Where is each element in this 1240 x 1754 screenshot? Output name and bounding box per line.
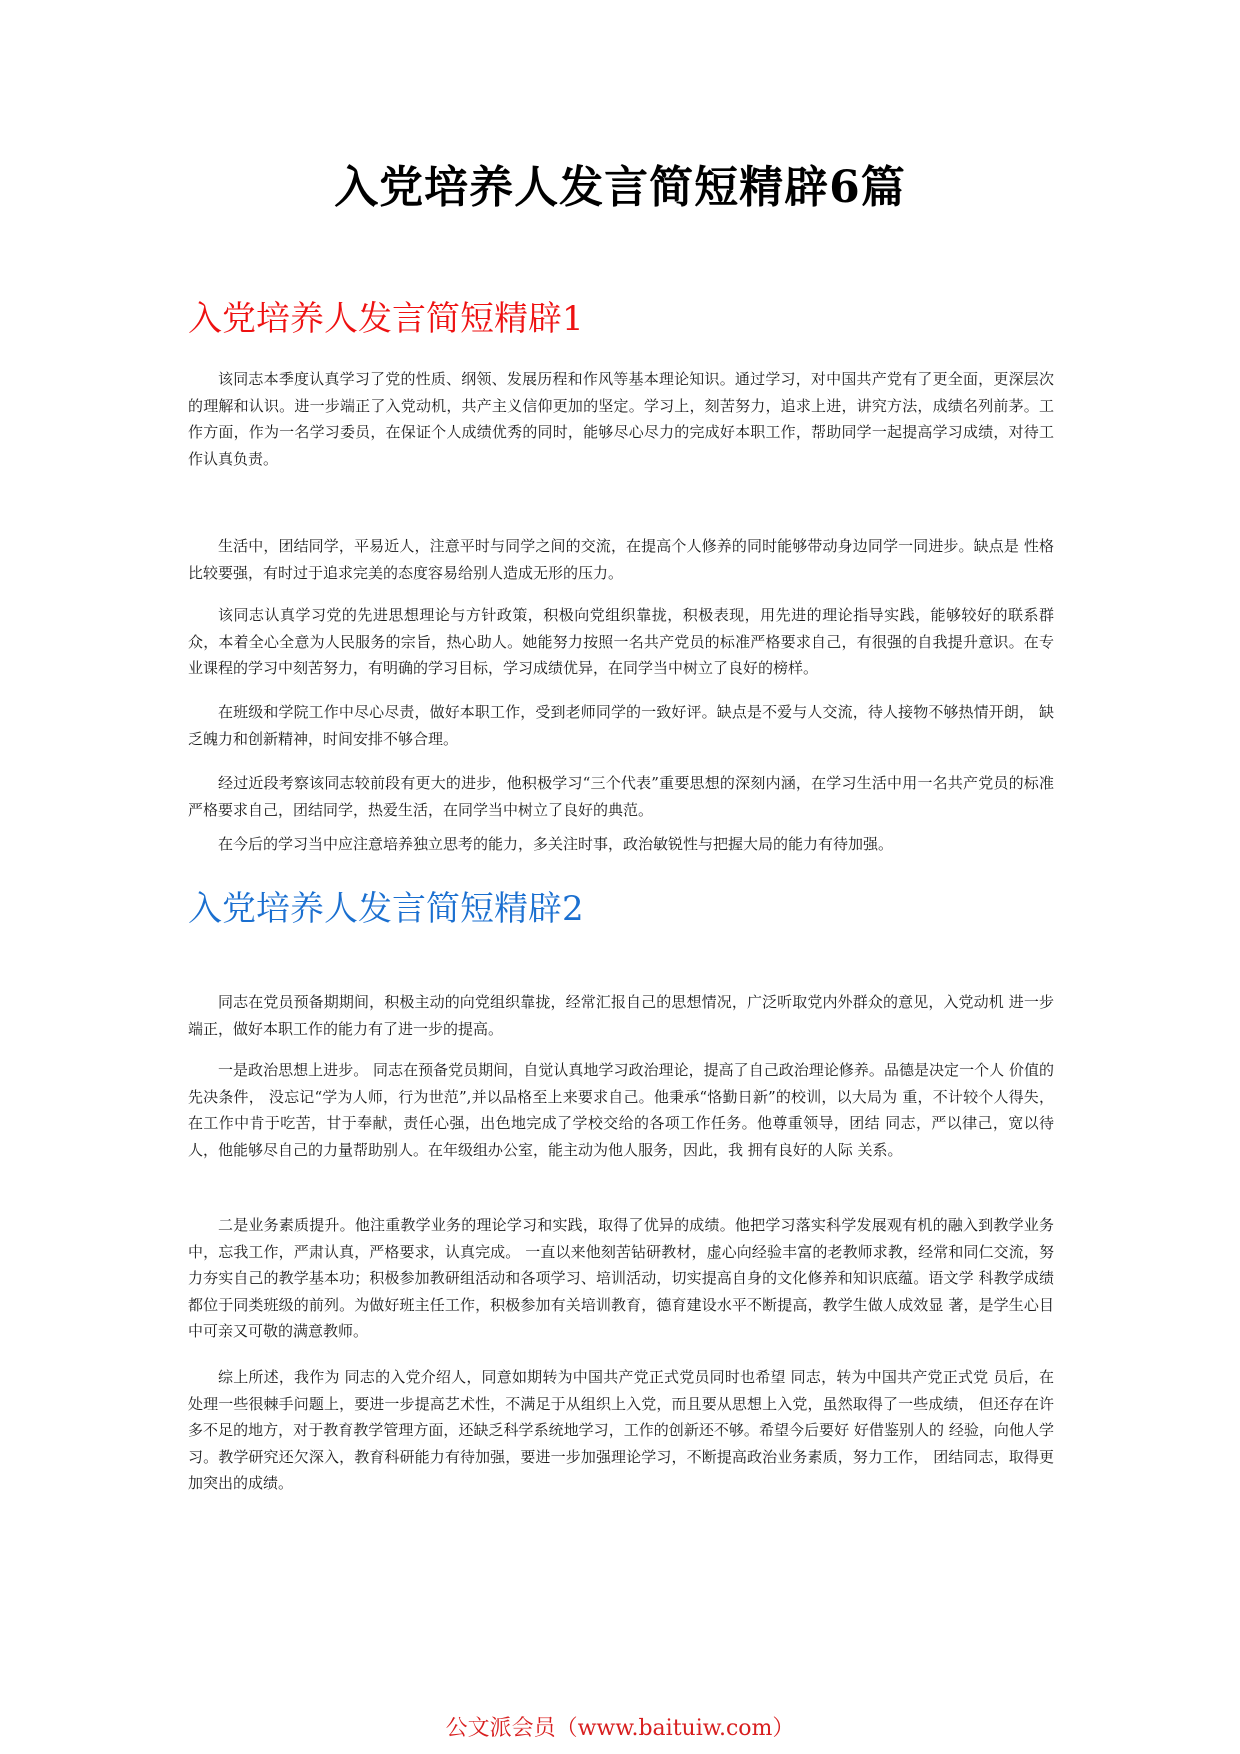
paragraph: 该同志本季度认真学习了党的性质、纲领、发展历程和作风等基本理论知识。通过学习，对中国共产党有了更全面，更深层次的理解和认识。进一步端正了入党动机，共产主义信仰更加的坚定。学习上，刻苦努力，追求上进，讲究方法，成绩名列前茅。工作方面，作为一名学习委员，在保证个人成绩优秀的同时，能够尽心尽力的完成好本职工作，帮助同学一起提高学习成绩，对待工作认真负责。 — [188, 370, 1054, 468]
paragraph: 二是业务素质提升。他注重教学业务的理论学习和实践，取得了优异的成绩。他把学习落实科学发展观有机的融入到教学业务中，忘我工作，严肃认真，严格要求，认真完成。 一直以来他刻苦钻研教材，虚心向经验丰富的老教师求教，经常和同仁交流，努力夯实自己的教学基本功；积极参加教研组活动和各项学习、培训活动，切实提高自身的文化修养和知识底蕴。语文学 科教学成绩都位于同类班级的前列。为做好班主任工作，积极参加有关培训教育，德育建设水平不断提高，教学生做人成效显 著，是学生心目中可亲又可敬的满意教师。 — [188, 1216, 1054, 1340]
document-title: 入党培养人发言简短精辟6篇 — [334, 162, 906, 213]
section-heading-1: 入党培养人发言简短精辟1 — [188, 299, 584, 339]
section-heading-2: 入党培养人发言简短精辟2 — [188, 889, 584, 929]
paragraph: 生活中，团结同学，平易近人，注意平时与同学之间的交流，在提高个人修养的同时能够带动身边同学一同进步。缺点是 性格比较要强，有时过于追求完美的态度容易给别人造成无形的压力。 — [188, 537, 1054, 582]
paragraph: 该同志认真学习党的先进思想理论与方针政策，积极向党组织靠拢，积极表现，用先进的理论指导实践，能够较好的联系群众，本着全心全意为人民服务的宗旨，热心助人。她能努力按照一名共产党员的标准严格要求自己，有很强的自我提升意识。在专业课程的学习中刻苦努力，有明确的学习目标，学习成绩优异，在同学当中树立了良好的榜样。 — [188, 606, 1054, 677]
paragraph: 在班级和学院工作中尽心尽责，做好本职工作，受到老师同学的一致好评。缺点是不爱与人交流，待人接物不够热情开朗， 缺乏魄力和创新精神，时间安排不够合理。 — [188, 703, 1054, 748]
paragraph: 同志在党员预备期期间，积极主动的向党组织靠拢，经常汇报自己的思想情况，广泛听取党内外群众的意见，入党动机 进一步端正，做好本职工作的能力有了进一步的提高。 — [188, 993, 1054, 1038]
paragraph: 经过近段考察该同志较前段有更大的进步，他积极学习“三个代表”重要思想的深刻内涵，在学习生活中用一名共产党员的标准严格要求自己，团结同学，热爱生活，在同学当中树立了良好的典范。 — [188, 774, 1054, 819]
footer-watermark: 公文派会员（www.baituiw.com） — [445, 1716, 795, 1741]
paragraph: 在今后的学习当中应注意培养独立思考的能力，多关注时事，政治敏锐性与把握大局的能力有待加强。 — [218, 835, 894, 853]
paragraph: 综上所述，我作为 同志的入党介绍人，同意如期转为中国共产党正式党员同时也希望 同志，转为中国共产党正式党 员后，在处理一些很棘手问题上，要进一步提高艺术性，不满足于从组织上入党，而且要从思想上入党，虽然取得了一些成绩， 但还存在许多不足的地方，对于教育教学管理方面，还缺乏科学系统地学习，工作的创新还不够。希望今后要好 好借鉴别人的 经验，向他人学习。教学研究还欠深入，教育科研能力有待加强，要进一步加强理论学习，不断提高政治业务素质，努力工作， 团结同志，取得更加突出的成绩。 — [188, 1368, 1054, 1492]
paragraph: 一是政治思想上进步。 同志在预备党员期间，自觉认真地学习政治理论，提高了自己政治理论修养。品德是决定一个人 价值的先决条件， 没忘记“学为人师，行为世范”,并以品格至上来要求自己。他秉承“恪勤日新”的校训，以大局为 重，不计较个人得失，在工作中肯于吃苦，甘于奉献，责任心强，出色地完成了学校交给的各项工作任务。他尊重领导，团结 同志，严以律己，宽以待人，他能够尽自己的力量帮助别人。在年级组办公室，能主动为他人服务，因此，我 拥有良好的人际 关系。 — [188, 1061, 1054, 1159]
